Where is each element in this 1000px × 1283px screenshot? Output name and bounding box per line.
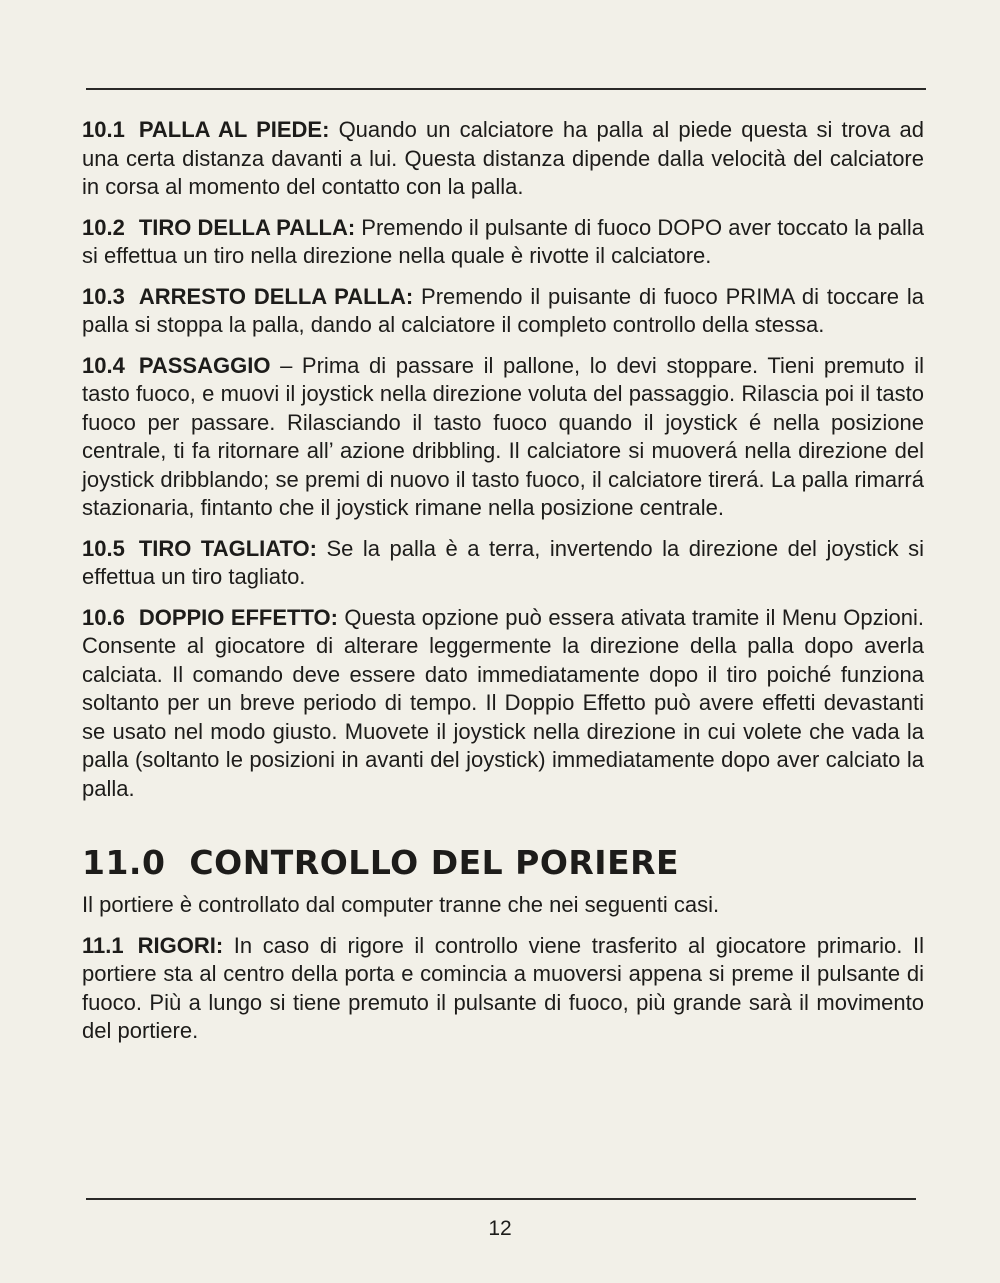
- paragraph-text: – Prima di passare il pallone, lo devi stoppare. Tieni premuto il tasto fuoco, e muovi il joystick nella direzione voluta del passaggio. Rilascia poi il tasto fuoco per passare. Rilasciando il tasto fuoco quando il joystick é nella posizione centrale, ti fa ritornare all’ azione dribbling. Il calciatore si muoverá nella direzione del joystick dribblando; se premi di nuovo il tasto fuoco, il calciatore tirerá. La palla rimarrá stazionaria, fintanto che il joystick rimane nella posizione centrale.: [82, 352, 924, 520]
- section-heading: [82, 843, 924, 883]
- paragraph-heading: ARRESTO DELLA PALLA:: [138, 283, 414, 309]
- paragraph-10-1: [82, 116, 924, 202]
- paragraph-heading: TIRO DELLA PALLA:: [138, 214, 356, 240]
- paragraph-10-4: [82, 352, 924, 523]
- page-number: 12: [488, 1217, 512, 1240]
- paragraph-11-1: [82, 932, 924, 1046]
- paragraph-number: 10.5: [82, 535, 125, 561]
- paragraph-10-3: [82, 283, 924, 340]
- paragraph-10-2: [82, 214, 924, 271]
- paragraph-number: 10.6: [82, 604, 125, 630]
- paragraph-number: 10.3: [82, 283, 125, 309]
- paragraph-heading: TIRO TAGLIATO:: [138, 535, 317, 561]
- paragraph-10-6: [82, 604, 924, 804]
- top-rule: [86, 88, 926, 90]
- paragraph-text: Se la palla è a terra, invertendo la direzione del joystick si effettua un tiro tagliato.: [82, 535, 924, 589]
- section-number: 11.0: [82, 843, 166, 882]
- bottom-rule: [86, 1198, 916, 1200]
- paragraph-number: 10.2: [82, 214, 125, 240]
- paragraph-text: Premendo il pulsante di fuoco DOPO aver toccato la palla si effettua un tiro nella direzione nella quale è rivotte il calciatore.: [82, 214, 924, 268]
- page-body: [82, 116, 924, 1058]
- paragraph-heading: PASSAGGIO: [138, 352, 271, 378]
- paragraph-text: Quando un calciatore ha palla al piede questa si trova ad una certa distanza davanti a lui. Questa distanza dipende dalla velocità del calciatore in corsa al momento del contatto con la palla.: [82, 117, 924, 199]
- section-title: CONTROLLO DEL PORIERE: [189, 843, 680, 882]
- paragraph-text: In caso di rigore il controllo viene trasferito al giocatore primario. Il portiere sta al centro della porta e comincia a muoversi appena si preme il pulsante di fuoco. Più a lungo si tiene premuto il pulsante di fuoco, più grande sarà il movimento del portiere.: [82, 932, 924, 1043]
- paragraph-text: Premendo il puisante di fuoco PRIMA di toccare la palla si stoppa la palla, dando al calciatore il completo controllo della stessa.: [82, 283, 924, 337]
- paragraph-heading: DOPPIO EFFETTO:: [138, 604, 338, 630]
- paragraph-heading: RIGORI:: [137, 932, 224, 958]
- paragraph-number: 11.1: [82, 932, 124, 958]
- paragraph-10-5: [82, 535, 924, 592]
- paragraph-number: 10.4: [82, 352, 125, 378]
- paragraph-number: 10.1: [82, 117, 125, 142]
- section-intro: Il portiere è controllato dal computer tranne che nei seguenti casi.: [82, 892, 720, 917]
- paragraph-text: Questa opzione può essera ativata tramite il Menu Opzioni. Consente al giocatore di alterare leggermente la direzione della palla dopo averla calciata. Il comando deve essere dato immediatamente dopo il tiro poiché funziona soltanto per un breve periodo di tempo. Il Doppio Effetto può avere effetti devastanti se usato nel modo giusto. Muovete il joystick nella direzione in cui volete che vada la palla (soltanto le posizioni in avanti del joystick) immediatamente dopo aver calciato la palla.: [82, 604, 925, 801]
- paragraph-heading: PALLA AL PIEDE:: [138, 117, 330, 142]
